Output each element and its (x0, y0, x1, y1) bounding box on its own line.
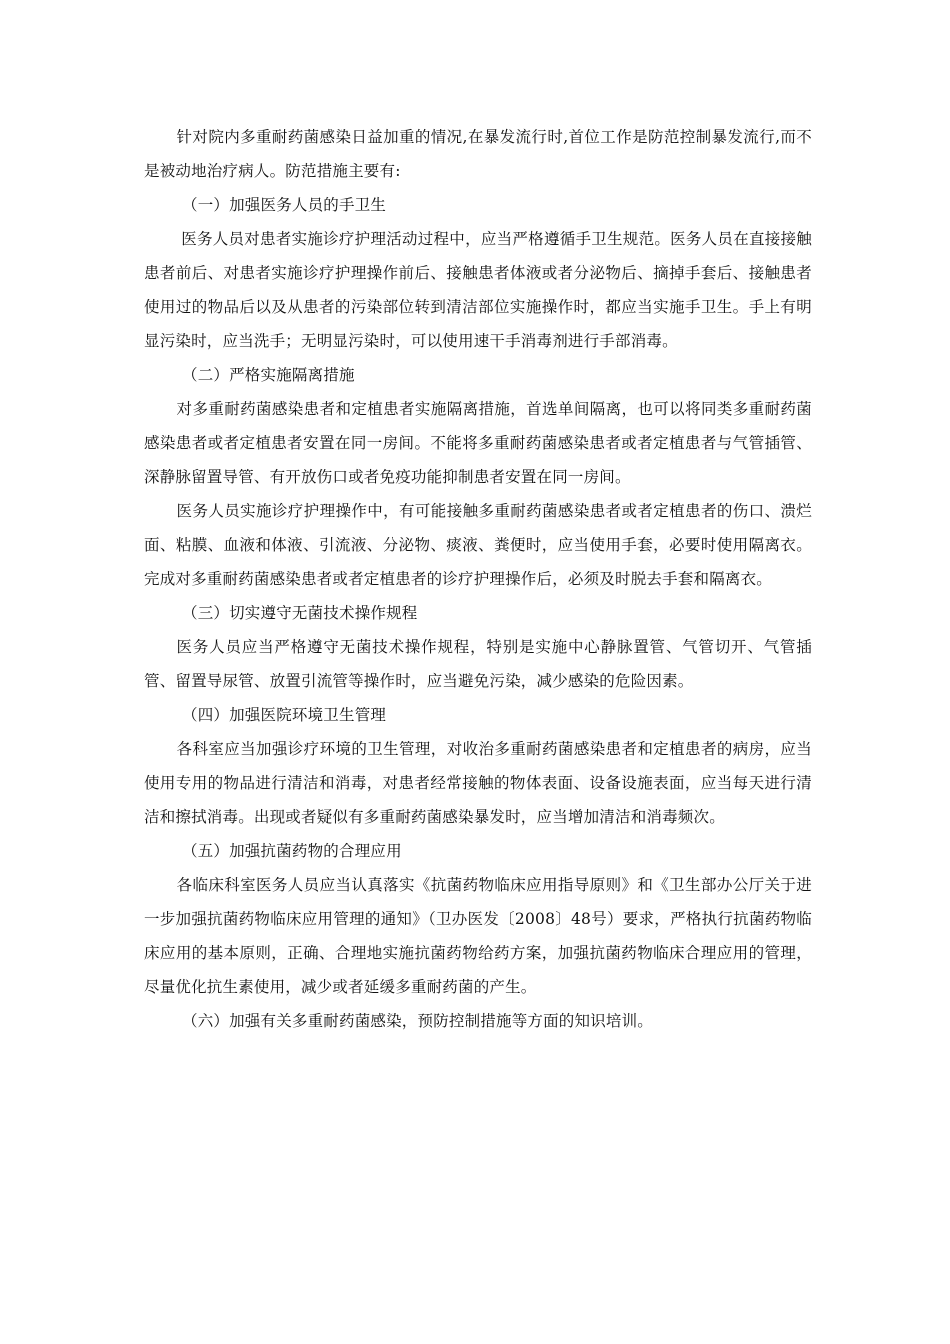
section-2-paragraph-2: 医务人员实施诊疗护理操作中，有可能接触多重耐药菌感染患者或者定植患者的伤口、溃烂面、粘膜、血液和体液、引流液、分泌物、痰液、粪便时，应当使用手套，必要时使用隔离衣。完成对多重耐药菌感染患者或者定植患者的诊疗护理操作后，必须及时脱去手套和隔离衣。 (144, 502, 812, 588)
section-5-paragraph-1: 各临床科室医务人员应当认真落实《抗菌药物临床应用指导原则》和《卫生部办公厅关于进一步加强抗菌药物临床应用管理的通知》（卫办医发〔2008〕48号）要求，严格执行抗菌药物临床应用的基本原则，正确、合理地实施抗菌药物给药方案，加强抗菌药物临床合理应用的管理，尽量优化抗生素使用，减少或者延缓多重耐药菌的产生。 (144, 876, 812, 996)
section-heading-4: （四）加强医院环境卫生管理 (182, 706, 387, 724)
section-heading-1: （一）加强医务人员的手卫生 (182, 196, 387, 214)
intro-paragraph: 针对院内多重耐药菌感染日益加重的情况,在暴发流行时,首位工作是防范控制暴发流行,而不是被动地治疗病人。防范措施主要有: (144, 128, 812, 180)
section-2-paragraph-1: 对多重耐药菌感染患者和定植患者实施隔离措施，首选单间隔离，也可以将同类多重耐药菌感染患者或者定植患者安置在同一房间。不能将多重耐药菌感染患者或者定植患者与气管插管、深静脉留置导管、有开放伤口或者免疫功能抑制患者安置在同一房间。 (144, 400, 812, 486)
section-heading-5: （五）加强抗菌药物的合理应用 (182, 842, 402, 860)
document-body (144, 120, 812, 1038)
section-4-paragraph-1: 各科室应当加强诊疗环境的卫生管理，对收治多重耐药菌感染患者和定植患者的病房，应当使用专用的物品进行清洁和消毒，对患者经常接触的物体表面、设备设施表面，应当每天进行清洁和擦拭消毒。出现或者疑似有多重耐药菌感染暴发时，应当增加清洁和消毒频次。 (144, 740, 812, 826)
section-3-paragraph-1: 医务人员应当严格遵守无菌技术操作规程，特别是实施中心静脉置管、气管切开、气管插管、留置导尿管、放置引流管等操作时，应当避免污染，减少感染的危险因素。 (144, 638, 812, 690)
section-heading-6: （六）加强有关多重耐药菌感染，预防控制措施等方面的知识培训。 (182, 1012, 654, 1030)
section-heading-2: （二）严格实施隔离措施 (182, 366, 355, 384)
section-heading-3: （三）切实遵守无菌技术操作规程 (182, 604, 418, 622)
section-1-paragraph-1: 医务人员对患者实施诊疗护理活动过程中，应当严格遵循手卫生规范。医务人员在直接接触患者前后、对患者实施诊疗护理操作前后、接触患者体液或者分泌物后、摘掉手套后、接触患者使用过的物品后以及从患者的污染部位转到清洁部位实施操作时，都应当实施手卫生。手上有明显污染时，应当洗手；无明显污染时，可以使用速干手消毒剂进行手部消毒。 (144, 230, 812, 350)
